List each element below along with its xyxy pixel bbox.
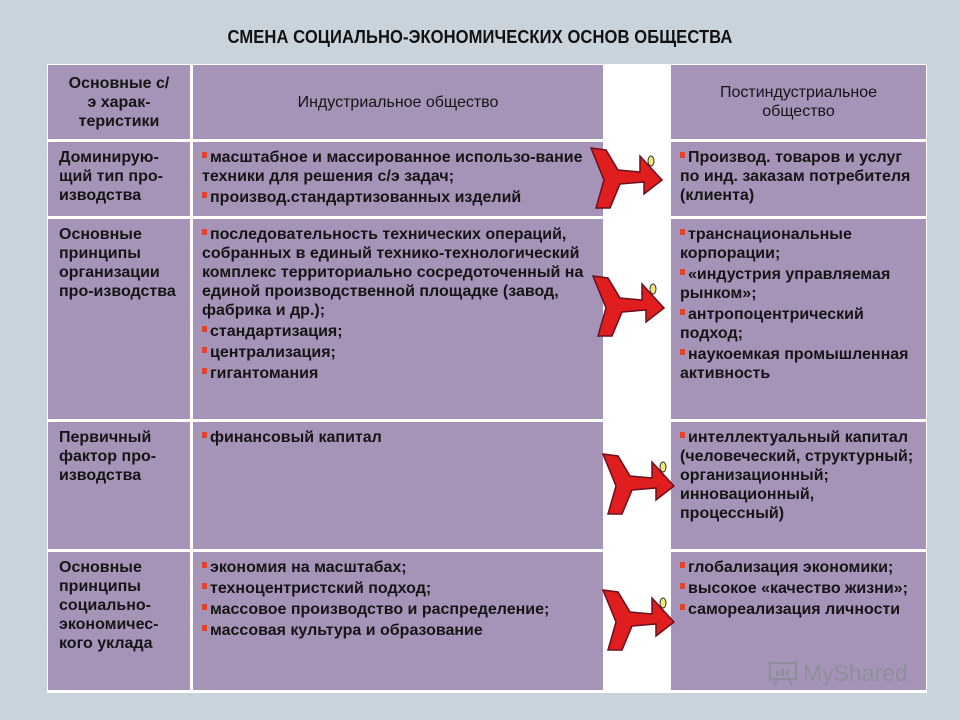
list-item: интеллектуальный капитал (человеческий, структурный; организационный; инновационный, процессный) [680, 429, 914, 522]
square-bullet-icon [202, 604, 207, 610]
square-bullet-icon [202, 432, 207, 438]
list-item: «индустрия управляемая рынком»; [680, 266, 891, 302]
list-item: экономия на масштабах; [202, 558, 597, 577]
list-item: гигантомания [202, 364, 597, 383]
list-item: масштабное и массированное использо-вание техники для решения с/э задач; [202, 149, 583, 185]
square-bullet-icon [202, 192, 207, 198]
square-bullet-icon [680, 152, 685, 158]
square-bullet-icon [680, 583, 685, 589]
watermark [768, 660, 908, 687]
page-title: СМЕНА СОЦИАЛЬНО-ЭКОНОМИЧЕСКИХ ОСНОВ ОБЩЕСТВА [227, 27, 733, 47]
list-item: глобализация экономики; [680, 558, 920, 577]
cartoon-arrow-icon [588, 142, 666, 212]
industrial-cell-2 [193, 219, 603, 419]
list-item: финансовый капитал [202, 428, 597, 447]
list-item: массовое производство и распределение; [202, 600, 597, 619]
square-bullet-icon [202, 583, 207, 589]
square-bullet-icon [680, 432, 685, 438]
square-bullet-icon [202, 625, 207, 631]
list-item: централизация; [202, 343, 597, 362]
list-item: последовательность технических операций, собранных в единый технико-технологический комплекс территориально сосредоточенный на единой производственной площадке (завод, фабрика и др.); [202, 226, 584, 319]
square-bullet-icon [202, 368, 207, 374]
list-item: стандартизация; [202, 322, 597, 341]
comparison-table [47, 64, 927, 693]
square-bullet-icon [202, 152, 207, 158]
watermark-label: MyShared [803, 660, 908, 686]
header-characteristics-label: Основные с/э харак-теристики [68, 74, 170, 130]
list-item: Производ. товаров и услуг по инд. заказам потребителя (клиента) [680, 149, 911, 204]
row-label-primary-factor: Первичный фактор про-изводства [48, 422, 190, 549]
row-label-socioeconomic-principles: Основные принципы социально-экономичес-кого уклада [48, 552, 190, 690]
square-bullet-icon [680, 604, 685, 610]
postindustrial-cell-1 [671, 142, 926, 216]
industrial-cell-1 [193, 142, 603, 216]
list-item: высокое «качество жизни»; [680, 579, 920, 598]
list-item: техноцентристский подход; [202, 579, 597, 598]
header-postindustrial-label: Постиндустриальное общество [719, 84, 878, 120]
cartoon-arrow-icon [600, 448, 678, 518]
postindustrial-cell-2 [671, 219, 926, 419]
header-postindustrial [671, 65, 926, 139]
square-bullet-icon [202, 347, 207, 353]
header-industrial [193, 65, 603, 139]
row-label-organization-principles: Основные принципы организации про-изводства [48, 219, 190, 419]
list-item: самореализация личности [680, 600, 920, 619]
header-industrial-label: Индустриальное общество [297, 93, 499, 111]
list-item: производ.стандартизованных изделий [202, 188, 597, 207]
square-bullet-icon [680, 269, 685, 275]
row-label-production-type: Доминирую-щий тип про-изводства [48, 142, 190, 216]
square-bullet-icon [680, 562, 685, 568]
cartoon-arrow-icon [600, 584, 678, 654]
postindustrial-cell-3 [671, 422, 926, 549]
square-bullet-icon [680, 309, 685, 315]
header-characteristics [48, 65, 190, 139]
square-bullet-icon [202, 229, 207, 235]
list-item: транснациональные корпорации; [680, 226, 852, 262]
list-item: антропоцентрический подход; [680, 306, 864, 342]
list-item: наукоемкая промышленная активность [680, 346, 909, 382]
square-bullet-icon [680, 229, 685, 235]
square-bullet-icon [680, 349, 685, 355]
square-bullet-icon [202, 562, 207, 568]
presentation-board-icon [768, 661, 798, 687]
industrial-cell-3 [193, 422, 603, 549]
square-bullet-icon [202, 326, 207, 332]
cartoon-arrow-icon [590, 270, 668, 340]
list-item: массовая культура и образование [202, 621, 597, 640]
industrial-cell-4 [193, 552, 603, 690]
